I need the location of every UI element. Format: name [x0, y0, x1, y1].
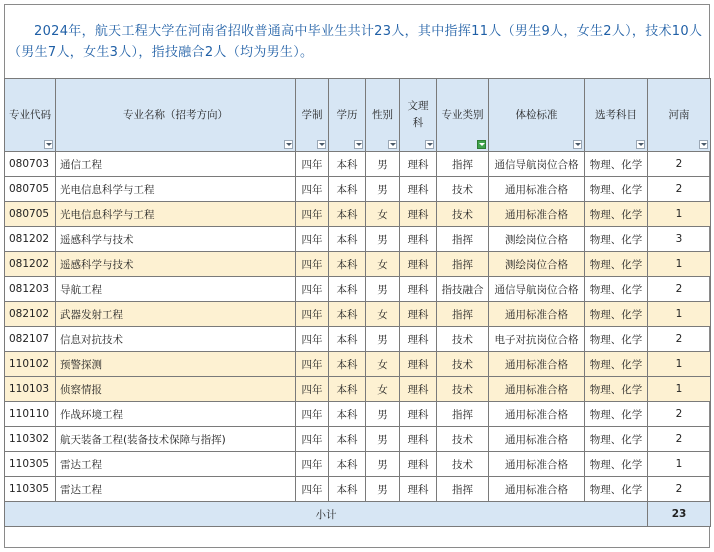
duration-cell: 四年 — [296, 327, 329, 352]
major-code-cell: 110305 — [5, 477, 56, 502]
physical-exam-cell: 通用标准合格 — [489, 177, 585, 202]
duration-cell: 四年 — [296, 302, 329, 327]
gender-cell: 男 — [366, 327, 400, 352]
category-cell: 技术 — [437, 427, 489, 452]
henan-count-cell: 2 — [648, 152, 711, 177]
duration-cell: 四年 — [296, 477, 329, 502]
physical-exam-cell: 通用标准合格 — [489, 427, 585, 452]
degree-cell: 本科 — [329, 477, 366, 502]
major-code-cell: 080703 — [5, 152, 56, 177]
category-cell: 技术 — [437, 377, 489, 402]
filter-dropdown-icon[interactable] — [425, 140, 434, 149]
col-category-header: 专业类别 — [437, 79, 489, 152]
col-degree-header: 学历 — [329, 79, 366, 152]
table-row — [5, 352, 711, 377]
degree-cell: 本科 — [329, 377, 366, 402]
major-code-cell: 110102 — [5, 352, 56, 377]
category-cell: 技术 — [437, 327, 489, 352]
col-exam-header: 体检标准 — [489, 79, 585, 152]
duration-cell: 四年 — [296, 177, 329, 202]
degree-cell: 本科 — [329, 452, 366, 477]
intro-paragraph: 2024年，航天工程大学在河南省招收普通高中毕业生共计23人，其中指挥11人（男生9人，女生2人），技术10人（男生7人，女生3人），指技融合2人（均为男生）。 — [8, 24, 703, 60]
gender-cell: 男 — [366, 152, 400, 177]
gender-cell: 女 — [366, 252, 400, 277]
henan-count-cell: 1 — [648, 202, 711, 227]
physical-exam-cell: 通用标准合格 — [489, 352, 585, 377]
degree-cell: 本科 — [329, 302, 366, 327]
table-row — [5, 327, 711, 352]
gender-cell: 男 — [366, 402, 400, 427]
track-cell: 理科 — [400, 402, 437, 427]
enrollment-table — [4, 78, 711, 527]
henan-count-cell: 2 — [648, 177, 711, 202]
major-code-cell: 110302 — [5, 427, 56, 452]
henan-count-cell: 1 — [648, 352, 711, 377]
table-row — [5, 302, 711, 327]
henan-count-cell: 2 — [648, 277, 711, 302]
table-row — [5, 177, 711, 202]
filter-active-icon[interactable] — [477, 140, 486, 149]
filter-dropdown-icon[interactable] — [284, 140, 293, 149]
col-henan-header: 河南 — [648, 79, 711, 152]
major-name-cell: 侦察情报 — [56, 377, 296, 402]
gender-cell: 男 — [366, 177, 400, 202]
track-cell: 理科 — [400, 252, 437, 277]
gender-cell: 男 — [366, 427, 400, 452]
gender-cell: 女 — [366, 377, 400, 402]
subjects-cell: 物理、化学 — [585, 477, 648, 502]
henan-count-cell: 2 — [648, 477, 711, 502]
major-name-cell: 遥感科学与技术 — [56, 227, 296, 252]
subtotal-label: 小计 — [5, 502, 648, 527]
degree-cell: 本科 — [329, 202, 366, 227]
major-name-cell: 作战环境工程 — [56, 402, 296, 427]
physical-exam-cell: 通用标准合格 — [489, 202, 585, 227]
physical-exam-cell: 通用标准合格 — [489, 377, 585, 402]
track-cell: 理科 — [400, 427, 437, 452]
physical-exam-cell: 通用标准合格 — [489, 402, 585, 427]
table-row — [5, 427, 711, 452]
major-code-cell: 082102 — [5, 302, 56, 327]
degree-cell: 本科 — [329, 277, 366, 302]
category-cell: 指技融合 — [437, 277, 489, 302]
gender-cell: 男 — [366, 452, 400, 477]
subjects-cell: 物理、化学 — [585, 252, 648, 277]
track-cell: 理科 — [400, 327, 437, 352]
major-code-cell: 082107 — [5, 327, 56, 352]
duration-cell: 四年 — [296, 202, 329, 227]
category-cell: 技术 — [437, 202, 489, 227]
table-row — [5, 452, 711, 477]
track-cell: 理科 — [400, 452, 437, 477]
category-cell: 技术 — [437, 452, 489, 477]
category-cell: 指挥 — [437, 227, 489, 252]
table-row — [5, 252, 711, 277]
major-name-cell: 光电信息科学与工程 — [56, 177, 296, 202]
subjects-cell: 物理、化学 — [585, 427, 648, 452]
henan-count-cell: 2 — [648, 427, 711, 452]
category-cell: 指挥 — [437, 477, 489, 502]
physical-exam-cell: 通信导航岗位合格 — [489, 152, 585, 177]
gender-cell: 男 — [366, 277, 400, 302]
duration-cell: 四年 — [296, 377, 329, 402]
category-cell: 指挥 — [437, 402, 489, 427]
duration-cell: 四年 — [296, 152, 329, 177]
category-cell: 指挥 — [437, 302, 489, 327]
subjects-cell: 物理、化学 — [585, 202, 648, 227]
track-cell: 理科 — [400, 377, 437, 402]
major-name-cell: 武器发射工程 — [56, 302, 296, 327]
filter-dropdown-icon[interactable] — [699, 140, 708, 149]
henan-count-cell: 3 — [648, 227, 711, 252]
col-subjects-header: 选考科目 — [585, 79, 648, 152]
filter-dropdown-icon[interactable] — [388, 140, 397, 149]
physical-exam-cell: 通用标准合格 — [489, 477, 585, 502]
filter-dropdown-icon[interactable] — [573, 140, 582, 149]
major-name-cell: 遥感科学与技术 — [56, 252, 296, 277]
major-name-cell: 雷达工程 — [56, 477, 296, 502]
subtotal-row — [5, 502, 711, 527]
col-gender-header: 性别 — [366, 79, 400, 152]
physical-exam-cell: 测绘岗位合格 — [489, 227, 585, 252]
henan-count-cell: 1 — [648, 302, 711, 327]
major-code-cell: 110103 — [5, 377, 56, 402]
track-cell: 理科 — [400, 352, 437, 377]
degree-cell: 本科 — [329, 402, 366, 427]
henan-count-cell: 1 — [648, 252, 711, 277]
physical-exam-cell: 通信导航岗位合格 — [489, 277, 585, 302]
col-track-header: 文理科 — [400, 79, 437, 152]
degree-cell: 本科 — [329, 427, 366, 452]
duration-cell: 四年 — [296, 352, 329, 377]
major-code-cell: 081202 — [5, 227, 56, 252]
major-name-cell: 导航工程 — [56, 277, 296, 302]
henan-count-cell: 1 — [648, 452, 711, 477]
subjects-cell: 物理、化学 — [585, 227, 648, 252]
table-row — [5, 277, 711, 302]
track-cell: 理科 — [400, 302, 437, 327]
subjects-cell: 物理、化学 — [585, 402, 648, 427]
major-name-cell: 预警探测 — [56, 352, 296, 377]
henan-count-cell: 2 — [648, 327, 711, 352]
duration-cell: 四年 — [296, 427, 329, 452]
table-row — [5, 152, 711, 177]
major-name-cell: 航天装备工程(装备技术保障与指挥) — [56, 427, 296, 452]
physical-exam-cell: 通用标准合格 — [489, 452, 585, 477]
category-cell: 技术 — [437, 352, 489, 377]
gender-cell: 女 — [366, 302, 400, 327]
duration-cell: 四年 — [296, 277, 329, 302]
gender-cell: 女 — [366, 202, 400, 227]
physical-exam-cell: 通用标准合格 — [489, 302, 585, 327]
table-row — [5, 377, 711, 402]
filter-dropdown-icon[interactable] — [354, 140, 363, 149]
major-code-cell: 081202 — [5, 252, 56, 277]
duration-cell: 四年 — [296, 452, 329, 477]
major-name-cell: 光电信息科学与工程 — [56, 202, 296, 227]
track-cell: 理科 — [400, 477, 437, 502]
subtotal-value: 23 — [648, 502, 711, 527]
subjects-cell: 物理、化学 — [585, 377, 648, 402]
track-cell: 理科 — [400, 152, 437, 177]
major-code-cell: 110305 — [5, 452, 56, 477]
physical-exam-cell: 电子对抗岗位合格 — [489, 327, 585, 352]
header-row — [5, 79, 711, 152]
table-row — [5, 227, 711, 252]
track-cell: 理科 — [400, 277, 437, 302]
degree-cell: 本科 — [329, 227, 366, 252]
degree-cell: 本科 — [329, 177, 366, 202]
duration-cell: 四年 — [296, 402, 329, 427]
col-code-header: 专业代码 — [5, 79, 56, 152]
major-code-cell: 080705 — [5, 177, 56, 202]
table-row — [5, 477, 711, 502]
track-cell: 理科 — [400, 227, 437, 252]
degree-cell: 本科 — [329, 252, 366, 277]
degree-cell: 本科 — [329, 352, 366, 377]
duration-cell: 四年 — [296, 252, 329, 277]
major-code-cell: 110110 — [5, 402, 56, 427]
filter-dropdown-icon[interactable] — [636, 140, 645, 149]
subjects-cell: 物理、化学 — [585, 277, 648, 302]
major-code-cell: 081203 — [5, 277, 56, 302]
henan-count-cell: 1 — [648, 377, 711, 402]
table-row — [5, 202, 711, 227]
category-cell: 技术 — [437, 177, 489, 202]
duration-cell: 四年 — [296, 227, 329, 252]
track-cell: 理科 — [400, 202, 437, 227]
filter-dropdown-icon[interactable] — [317, 140, 326, 149]
category-cell: 指挥 — [437, 152, 489, 177]
major-name-cell: 雷达工程 — [56, 452, 296, 477]
major-name-cell: 通信工程 — [56, 152, 296, 177]
col-years-header: 学制 — [296, 79, 329, 152]
subjects-cell: 物理、化学 — [585, 452, 648, 477]
henan-count-cell: 2 — [648, 402, 711, 427]
degree-cell: 本科 — [329, 327, 366, 352]
category-cell: 指挥 — [437, 252, 489, 277]
gender-cell: 男 — [366, 227, 400, 252]
subjects-cell: 物理、化学 — [585, 152, 648, 177]
gender-cell: 女 — [366, 352, 400, 377]
filter-dropdown-icon[interactable] — [44, 140, 53, 149]
physical-exam-cell: 测绘岗位合格 — [489, 252, 585, 277]
degree-cell: 本科 — [329, 152, 366, 177]
subjects-cell: 物理、化学 — [585, 177, 648, 202]
major-code-cell: 080705 — [5, 202, 56, 227]
subjects-cell: 物理、化学 — [585, 327, 648, 352]
gender-cell: 男 — [366, 477, 400, 502]
track-cell: 理科 — [400, 177, 437, 202]
table-body — [5, 152, 711, 502]
subjects-cell: 物理、化学 — [585, 302, 648, 327]
col-name-header: 专业名称（招考方向） — [56, 79, 296, 152]
table-row — [5, 402, 711, 427]
subjects-cell: 物理、化学 — [585, 352, 648, 377]
major-name-cell: 信息对抗技术 — [56, 327, 296, 352]
